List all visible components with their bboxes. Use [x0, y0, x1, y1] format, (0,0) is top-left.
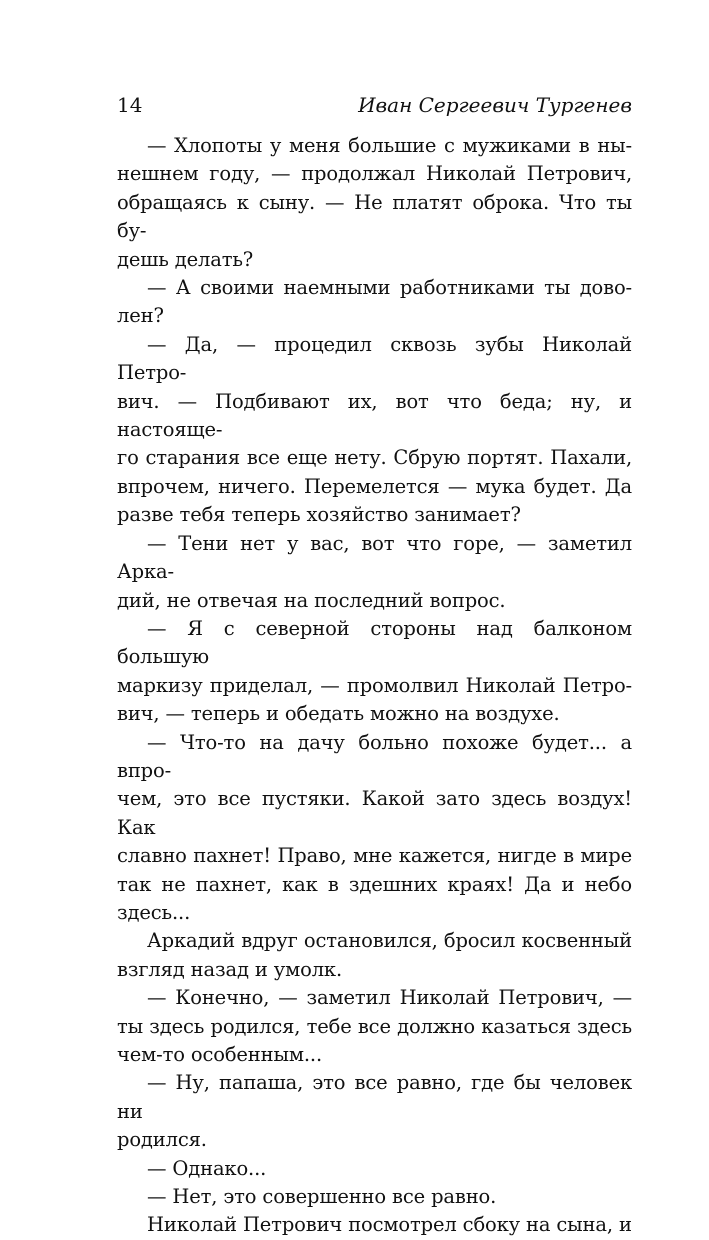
text-line: так не пахнет, как в здешних краях! Да и небо [117, 872, 632, 896]
text-line: вич, — теперь и обедать можно на воздухе. [117, 702, 560, 726]
text-line: — Хлопоты у меня большие с мужиками в ны- [147, 134, 632, 157]
text-line: — Что-то на дачу больно похоже будет... а впро- [117, 730, 632, 782]
body-text [117, 132, 632, 1240]
text-line: разве тебя теперь хозяйство занимает? [117, 503, 521, 527]
text-line: — А своими наемными работниками ты дово- [147, 276, 632, 300]
text-line: родился. [117, 1128, 207, 1152]
text-line: — Да, — процедил сквозь зубы Николай Петро- [117, 332, 632, 385]
text-line: — Однако... [147, 1156, 267, 1180]
text-line: чем, это все пустяки. Какой зато здесь воздух! Как [117, 787, 632, 839]
text-line: лен? [117, 304, 164, 328]
text-line: впрочем, ничего. Перемелется — мука будет. Да [117, 474, 632, 498]
paragraph [117, 927, 632, 984]
paragraph [117, 1183, 632, 1211]
page-number: 14 [117, 93, 143, 117]
text-line: обращаясь к сыну. — Не платят оброка. Что ты бу- [117, 190, 632, 243]
text-line: вич. — Подбивают их, вот что беда; ну, и настояще- [117, 389, 632, 442]
text-line: — Тени нет у вас, вот что горе, — заметил Арка- [117, 531, 632, 584]
text-line: ты здесь родился, тебе все должно казаться здесь [117, 1014, 632, 1038]
text-line: — Ну, папаша, это все равно, где бы человек ни [117, 1071, 632, 1123]
text-line: — Конечно, — заметил Николай Петрович, — [147, 986, 632, 1010]
running-title: Иван Сергеевич Тургенев [358, 93, 632, 117]
text-line: го старания все еще нету. Сбрую портят. Пахали, [117, 446, 632, 470]
text-line: дий, не отвечая на последний вопрос. [117, 588, 506, 612]
text-line: — Нет, это совершенно все равно. [147, 1185, 497, 1209]
paragraph [117, 984, 632, 1069]
text-line: Аркадий вдруг остановился, бросил косвенный [147, 929, 632, 953]
paragraph [117, 530, 632, 615]
text-line: — Я с северной стороны над балконом большую [117, 616, 632, 669]
text-line: Николай Петрович посмотрел сбоку на сына, и [147, 1213, 632, 1237]
text-line: чем-то особенным... [117, 1043, 323, 1066]
text-line: маркизу приделал, — промолвил Николай Петро- [117, 673, 632, 697]
text-line: взгляд назад и умолк. [117, 957, 343, 981]
text-line: нешнем году, — продолжал Николай Петрович, [117, 162, 632, 186]
paragraph [117, 1155, 632, 1183]
paragraph [117, 1211, 632, 1239]
paragraph [117, 1069, 632, 1154]
text-line: дешь делать? [117, 247, 254, 271]
text-line: здесь... [117, 900, 191, 924]
paragraph [117, 615, 632, 729]
paragraph [117, 729, 632, 928]
text-line: славно пахнет! Право, мне кажется, нигде в мире [117, 844, 632, 868]
page-header [117, 92, 632, 118]
paragraph [117, 274, 632, 331]
paragraph [117, 331, 632, 530]
book-page [117, 92, 632, 1240]
paragraph [117, 132, 632, 274]
